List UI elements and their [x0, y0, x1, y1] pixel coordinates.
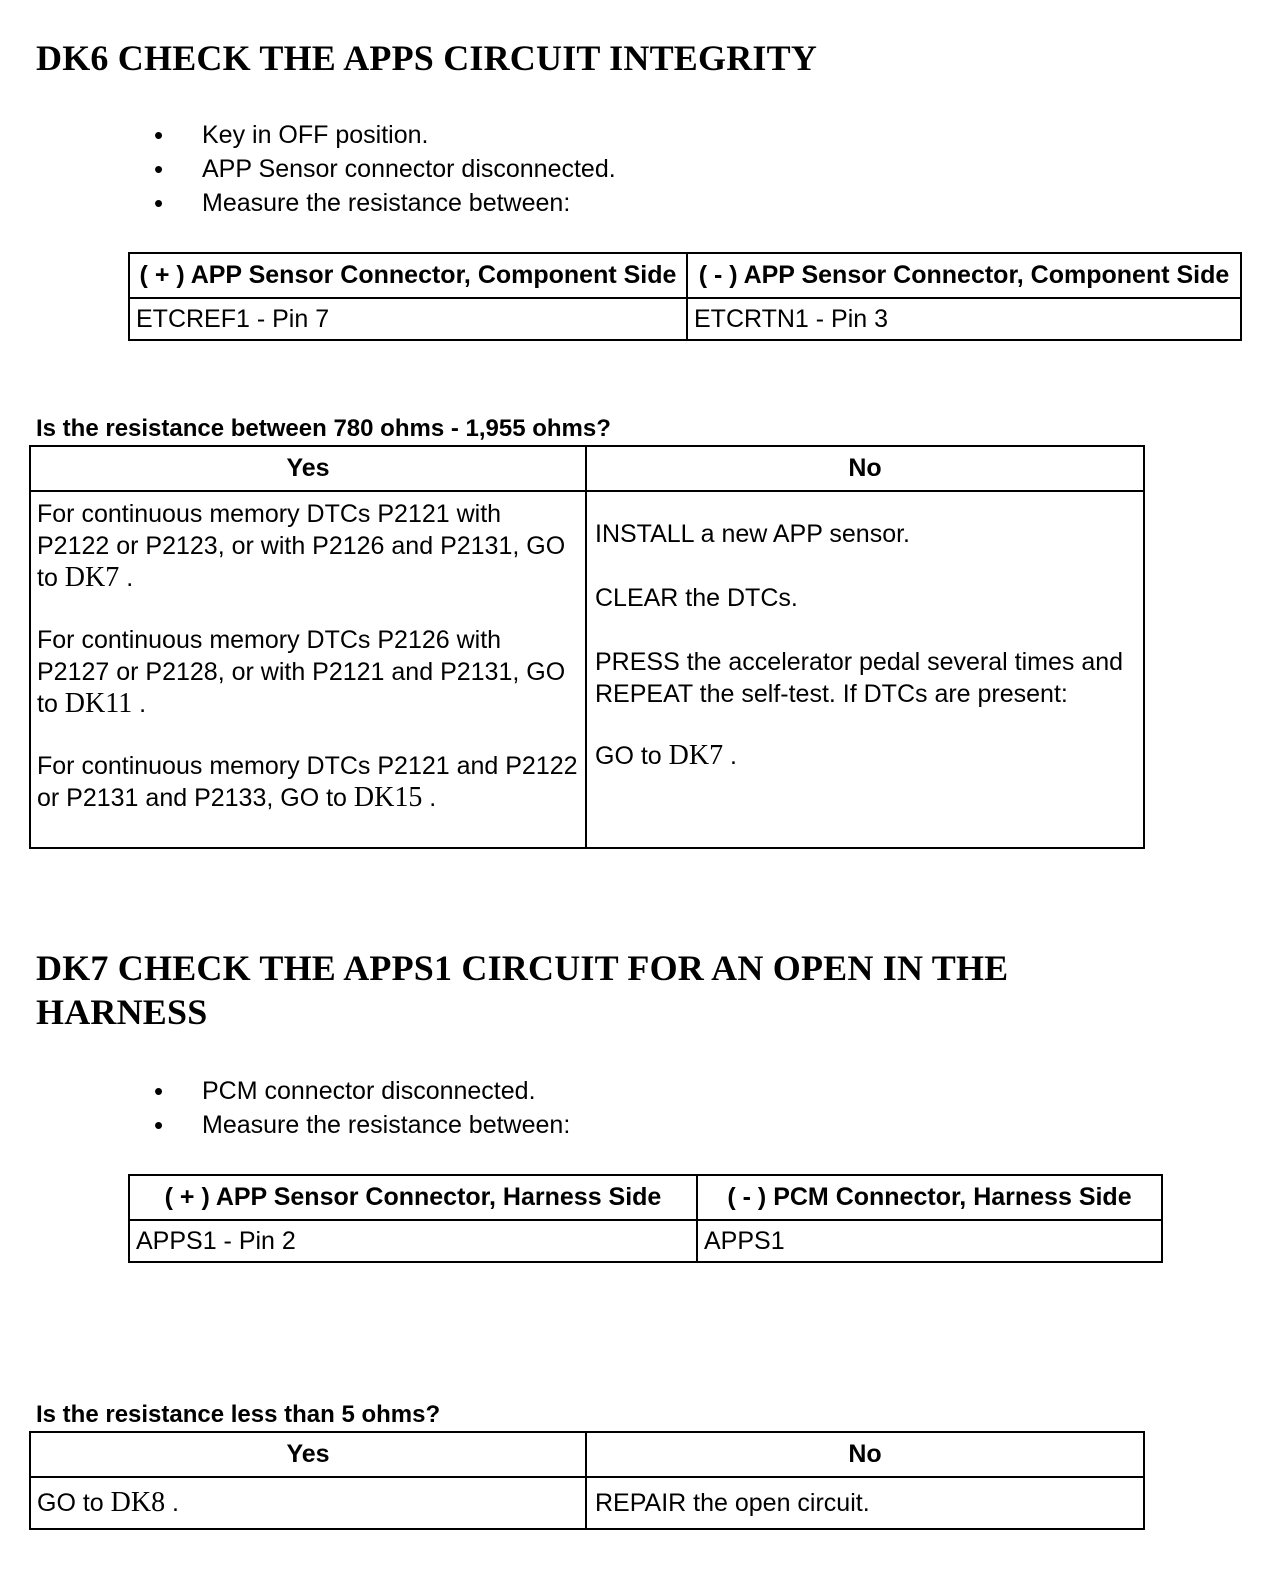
- dk6-yes-header: Yes: [30, 446, 586, 491]
- dk7-minus-header: ( - ) PCM Connector, Harness Side: [697, 1175, 1162, 1220]
- table-header-row: [30, 1432, 1144, 1477]
- dk15-link[interactable]: DK15: [353, 782, 423, 813]
- dk6-no-cell: [586, 491, 1144, 848]
- dk7-plus-pin: APPS1 - Pin 2: [129, 1220, 697, 1262]
- dk7-step-1: • PCM connector disconnected.: [154, 1074, 570, 1108]
- dk7-minus-pin: APPS1: [697, 1220, 1162, 1262]
- dk6-step-2: • APP Sensor connector disconnected.: [154, 152, 616, 186]
- dk7-yes-cell: GO to DK8 .: [30, 1477, 586, 1529]
- dk7-measure-table: [128, 1174, 1163, 1263]
- dk11-link[interactable]: DK11: [64, 688, 133, 719]
- dk7-yes-header: Yes: [30, 1432, 586, 1477]
- dk7-question: Is the resistance less than 5 ohms?: [36, 1401, 441, 1428]
- dk6-answer-table: [29, 445, 1145, 849]
- dk7-link[interactable]: DK7: [668, 740, 724, 771]
- dk7-plus-header: ( + ) APP Sensor Connector, Harness Side: [129, 1175, 697, 1220]
- dk7-step-2: • Measure the resistance between:: [154, 1108, 570, 1142]
- dk7-title: [36, 946, 1008, 1034]
- dk6-step-1: • Key in OFF position.: [154, 118, 616, 152]
- dk7-steps: [154, 1074, 570, 1142]
- table-row: [129, 1220, 1162, 1262]
- dk7-no-cell: REPAIR the open circuit.: [586, 1477, 1144, 1529]
- dk6-yes-item-1: For continuous memory DTCs P2121 with P2122 or P2123, or with P2126 and P2131, GO to DK7 .: [37, 500, 566, 593]
- dk6-no-press: PRESS the accelerator pedal several times and REPEAT the self-test. If DTCs are present:: [595, 648, 1124, 708]
- table-header-row: [129, 1175, 1162, 1220]
- dk6-yes-cell: [30, 491, 586, 848]
- dk6-yes-item-3: For continuous memory DTCs P2121 and P2122 or P2131 and P2133, GO to DK15 .: [37, 752, 578, 813]
- dk8-link[interactable]: DK8: [110, 1487, 166, 1518]
- dk6-minus-header: ( - ) APP Sensor Connector, Component Side: [687, 253, 1241, 298]
- table-row: [30, 491, 1144, 848]
- dk7-no-header: No: [586, 1432, 1144, 1477]
- dk7-title-line-1: DK7 CHECK THE APPS1 CIRCUIT FOR AN OPEN IN THE: [36, 948, 1009, 988]
- dk6-steps: [154, 118, 616, 220]
- dk6-minus-pin: ETCRTN1 - Pin 3: [687, 298, 1241, 340]
- dk6-no-install: INSTALL a new APP sensor.: [595, 520, 910, 548]
- dk6-yes-item-2: For continuous memory DTCs P2126 with P2127 or P2128, or with P2121 and P2131, GO to DK11 .: [37, 626, 566, 719]
- dk6-no-goto: GO to DK7 .: [595, 740, 737, 771]
- dk6-plus-header: ( + ) APP Sensor Connector, Component Side: [129, 253, 687, 298]
- table-header-row: [30, 446, 1144, 491]
- dk6-measure-table: [128, 252, 1242, 341]
- dk7-answer-table: [29, 1431, 1145, 1530]
- dk6-no-clear: CLEAR the DTCs.: [595, 584, 798, 612]
- dk6-step-3: • Measure the resistance between:: [154, 186, 616, 220]
- dk6-no-header: No: [586, 446, 1144, 491]
- dk6-title: DK6 CHECK THE APPS CIRCUIT INTEGRITY: [36, 38, 818, 78]
- dk7-title-line-2: HARNESS: [36, 992, 208, 1032]
- dk6-plus-pin: ETCREF1 - Pin 7: [129, 298, 687, 340]
- table-row: [30, 1477, 1144, 1529]
- table-row: [129, 298, 1241, 340]
- dk6-question: Is the resistance between 780 ohms - 1,955 ohms?: [36, 415, 611, 442]
- dk7-link[interactable]: DK7: [64, 562, 120, 593]
- table-header-row: [129, 253, 1241, 298]
